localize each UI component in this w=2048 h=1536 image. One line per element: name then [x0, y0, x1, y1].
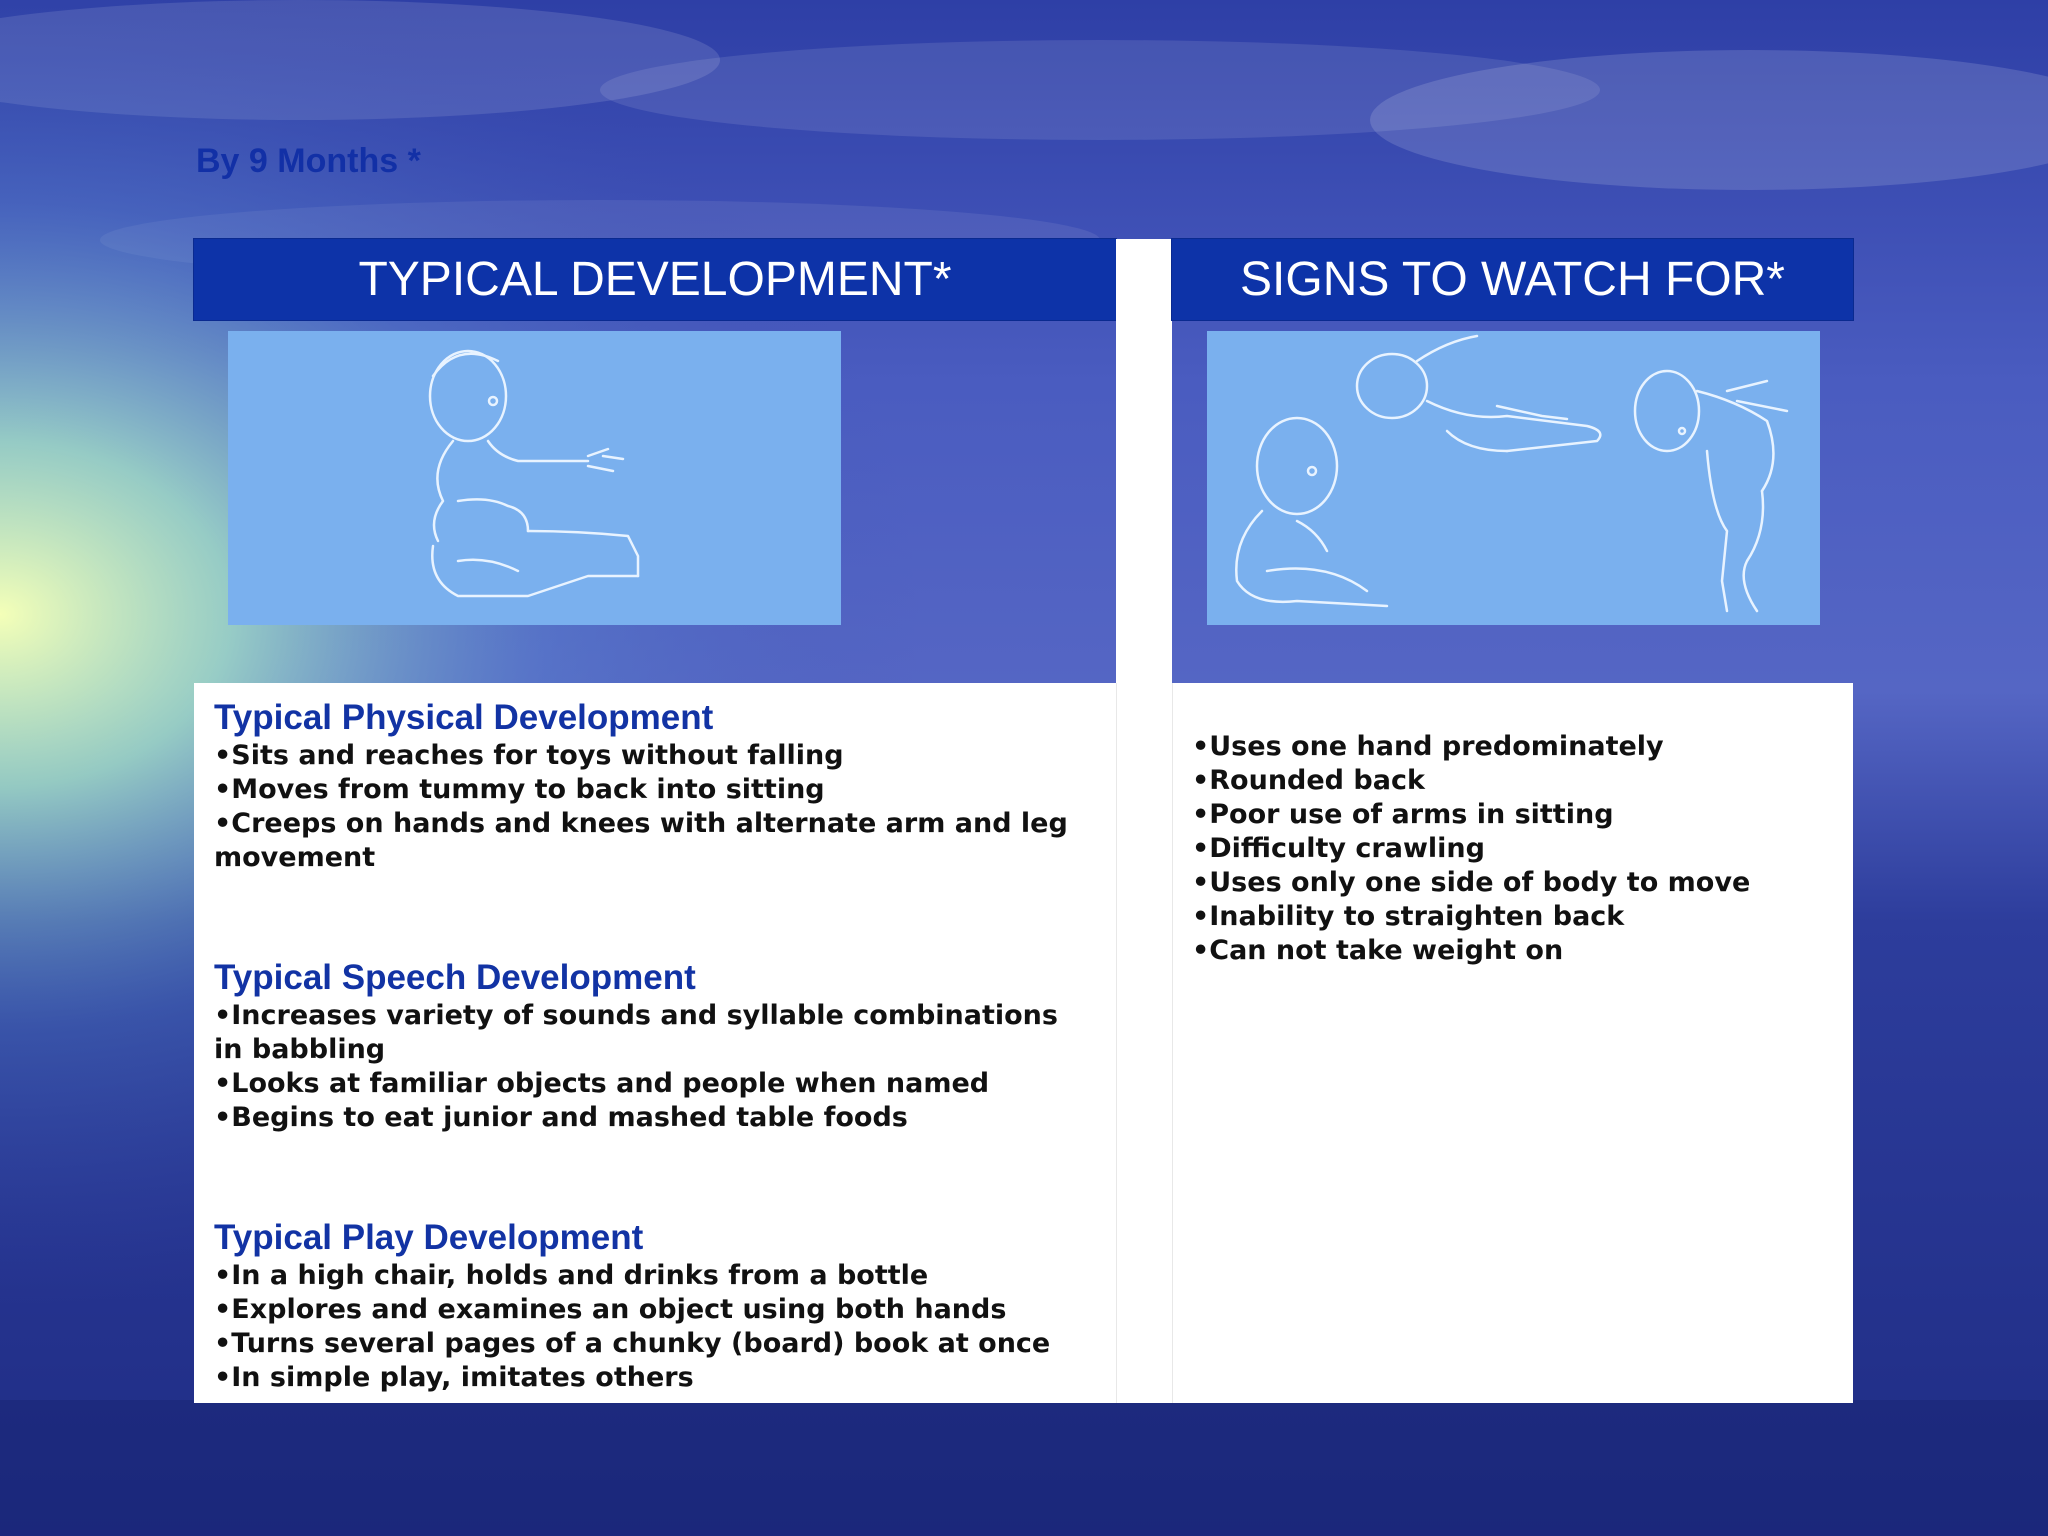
list-item: •Rounded back [1192, 765, 1425, 796]
signs-to-watch-column [1192, 730, 1812, 968]
play-development-heading: Typical Play Development [214, 1218, 644, 1257]
baby-posture-warning-illustrations [1207, 331, 1820, 625]
list-item: •Difficulty crawling [1192, 833, 1485, 864]
list-item: •Increases variety of sounds and syllable combinations in babbling [214, 1000, 1058, 1065]
list-item: •Uses only one side of body to move [1192, 867, 1751, 898]
typical-development-header: TYPICAL DEVELOPMENT* [194, 239, 1116, 320]
speech-development-list [214, 999, 1094, 1135]
column-divider-left [1116, 683, 1117, 1403]
list-item: •Looks at familiar objects and people when named [214, 1068, 990, 1099]
typical-development-column [214, 697, 1094, 1395]
list-item: •Turns several pages of a chunky (board) book at once [214, 1328, 1051, 1359]
list-item: •Moves from tummy to back into sitting [214, 774, 825, 805]
list-item: •Sits and reaches for toys without falling [214, 740, 844, 771]
column-divider-right [1172, 683, 1173, 1403]
column-gap [1116, 239, 1172, 683]
list-item: •Poor use of arms in sitting [1192, 799, 1614, 830]
physical-development-heading: Typical Physical Development [214, 698, 714, 737]
list-item: •Inability to straighten back [1192, 901, 1625, 932]
list-item: •Begins to eat junior and mashed table foods [214, 1102, 908, 1133]
signs-to-watch-header: SIGNS TO WATCH FOR* [1172, 239, 1853, 320]
list-item: •Uses one hand predominately [1192, 731, 1664, 762]
list-item: •In a high chair, holds and drinks from a bottle [214, 1260, 929, 1291]
list-item: •Creeps on hands and knees with alternate arm and leg movement [214, 808, 1068, 873]
speech-development-heading: Typical Speech Development [214, 958, 696, 997]
sitting-baby-illustration [228, 331, 841, 625]
physical-development-list [214, 739, 1094, 875]
play-development-list [214, 1259, 1094, 1395]
list-item: •Can not take weight on [1192, 935, 1564, 966]
warning-signs-list [1192, 730, 1812, 968]
content-panel [194, 683, 1853, 1403]
list-item: •Explores and examines an object using both hands [214, 1294, 1007, 1325]
list-item: •In simple play, imitates others [214, 1362, 694, 1393]
slide-title: By 9 Months * [196, 142, 421, 180]
